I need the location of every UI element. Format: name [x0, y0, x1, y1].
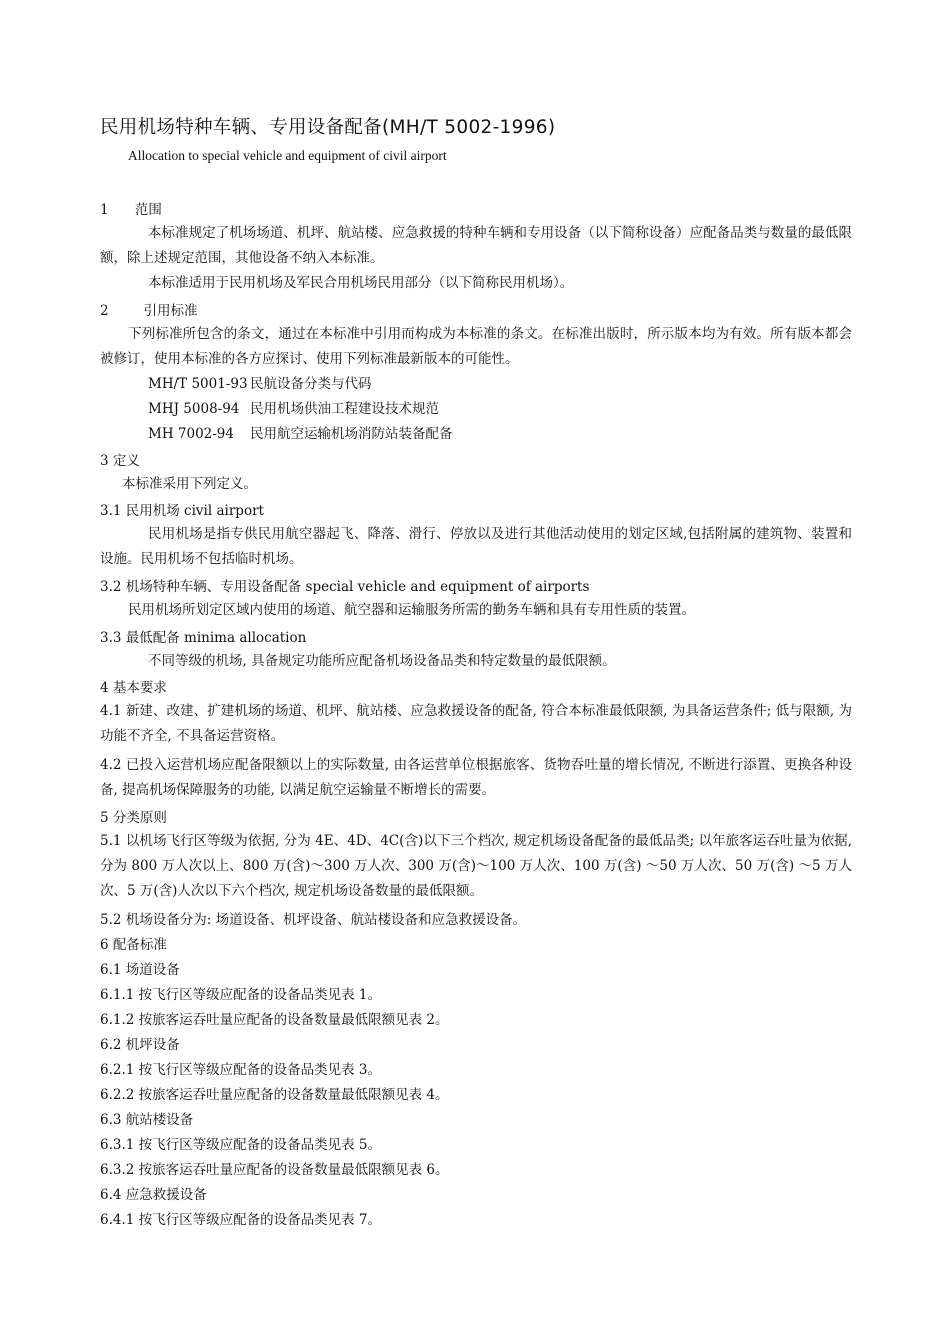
- section-number: 2: [100, 303, 109, 319]
- subsection-6-4: 6.4 应急救援设备: [100, 1187, 207, 1203]
- clause-6-2-2: 6.2.2 按旅客运吞吐量应配备的设备数量最低限额见表 4。: [100, 1087, 449, 1103]
- subsection-6-1: 6.1 场道设备: [100, 962, 180, 978]
- document-subtitle: Allocation to special vehicle and equipment of civil airport: [128, 148, 447, 163]
- section-4-paragraph-1: 4.1 新建、改建、扩建机场的场道、机坪、航站楼、应急救援设备的配备, 符合本标准最低限额, 为具备运营条件; 低与限额, 为功能不齐全, 不具备运营资格。: [100, 703, 852, 744]
- reference-item: [100, 422, 852, 447]
- section-1-paragraph-1: 本标准规定了机场场道、机坪、航站楼、应急救援的特种车辆和专用设备（以下简称设备）应配备品类与数量的最低限额，除上述规定范围，其他设备不纳入本标准。: [100, 225, 852, 266]
- subsection-6-2: 6.2 机坪设备: [100, 1037, 180, 1053]
- clause-6-2-1: 6.2.1 按飞行区等级应配备的设备品类见表 3。: [100, 1062, 382, 1078]
- definition-3-1-text: 民用机场是指专供民用航空器起飞、降落、滑行、停放以及进行其他活动使用的划定区域,包括附属的建筑物、装置和设施。民用机场不包括临时机场。: [100, 526, 852, 567]
- section-2-heading: [100, 300, 852, 322]
- section-6-heading: 6 配备标准: [100, 937, 167, 953]
- section-4-paragraph-2: 4.2 已投入运营机场应配备限额以上的实际数量, 由各运营单位根据旅客、货物吞吐量的增长情况, 不断进行添置、更换各种设备, 提高机场保障服务的功能, 以满足航空运输量不断增长的需要。: [100, 757, 852, 798]
- section-number: 1: [100, 202, 109, 218]
- reference-name: 民航设备分类与代码: [250, 376, 372, 392]
- section-title: 引用标准: [143, 303, 198, 319]
- document-body: [100, 196, 852, 1233]
- definition-3-3-heading: 3.3 最低配备 minima allocation: [100, 630, 307, 646]
- definition-3-3-text: 不同等级的机场, 具备规定功能所应配备机场设备品类和特定数量的最低限额。: [148, 653, 616, 669]
- clause-6-3-1: 6.3.1 按飞行区等级应配备的设备品类见表 5。: [100, 1137, 382, 1153]
- definition-3-2-heading: 3.2 机场特种车辆、专用设备配备 special vehicle and equipment of airports: [100, 579, 590, 595]
- section-5-paragraph-1: 5.1 以机场飞行区等级为依据, 分为 4E、4D、4C(含)以下三个档次, 规定机场设备配备的最低品类; 以年旅客运吞吐量为依据,分为 800 万人次以上、800 万(含)～300 万人次、300 万(含)～100 万人次、100 万(含) ～50 万人次、50 万(含) ～5 万人次、5 万(含)人次以下六个档次, 规定机场设备数量的最低限额。: [100, 833, 852, 899]
- reference-code: MHJ 5008-94: [148, 401, 240, 417]
- reference-item: [100, 397, 852, 422]
- section-3-paragraph-1: 本标准采用下列定义。: [122, 476, 257, 492]
- clause-6-1-1: 6.1.1 按飞行区等级应配备的设备品类见表 1。: [100, 987, 382, 1003]
- section-5-paragraph-2: 5.2 机场设备分为: 场道设备、机坪设备、航站楼设备和应急救援设备。: [100, 912, 527, 928]
- document-title: 民用机场特种车辆、专用设备配备(MH/T 5002-1996): [100, 117, 556, 138]
- section-5-heading: 5 分类原则: [100, 810, 167, 826]
- section-1-paragraph-2: 本标准适用于民用机场及军民合用机场民用部分（以下简称民用机场）。: [148, 275, 574, 291]
- clause-6-3-2: 6.3.2 按旅客运吞吐量应配备的设备数量最低限额见表 6。: [100, 1162, 449, 1178]
- reference-item: [100, 372, 852, 397]
- section-4-heading: 4 基本要求: [100, 680, 167, 696]
- section-3-heading: 3 定义: [100, 453, 140, 469]
- section-1-heading: [100, 199, 852, 221]
- clause-6-1-2: 6.1.2 按旅客运吞吐量应配备的设备数量最低限额见表 2。: [100, 1012, 449, 1028]
- reference-code: MH 7002-94: [148, 426, 234, 442]
- reference-code: MH/T 5001-93: [148, 376, 248, 392]
- definition-3-2-text: 民用机场所划定区域内使用的场道、航空器和运输服务所需的勤务车辆和具有专用性质的装置。: [128, 602, 695, 618]
- section-title: 范围: [134, 202, 162, 218]
- reference-name: 民用航空运输机场消防站装备配备: [250, 426, 453, 442]
- clause-6-4-1: 6.4.1 按飞行区等级应配备的设备品类见表 7。: [100, 1212, 382, 1228]
- reference-name: 民用机场供油工程建设技术规范: [250, 401, 439, 417]
- subsection-6-3: 6.3 航站楼设备: [100, 1112, 194, 1128]
- definition-3-1-heading: 3.1 民用机场 civil airport: [100, 503, 264, 519]
- section-2-paragraph-1: 下列标准所包含的条文，通过在本标准中引用而构成为本标准的条文。在标准出版时，所示版本均为有效。所有版本都会被修订，使用本标准的各方应探讨、使用下列标准最新版本的可能性。: [100, 326, 852, 367]
